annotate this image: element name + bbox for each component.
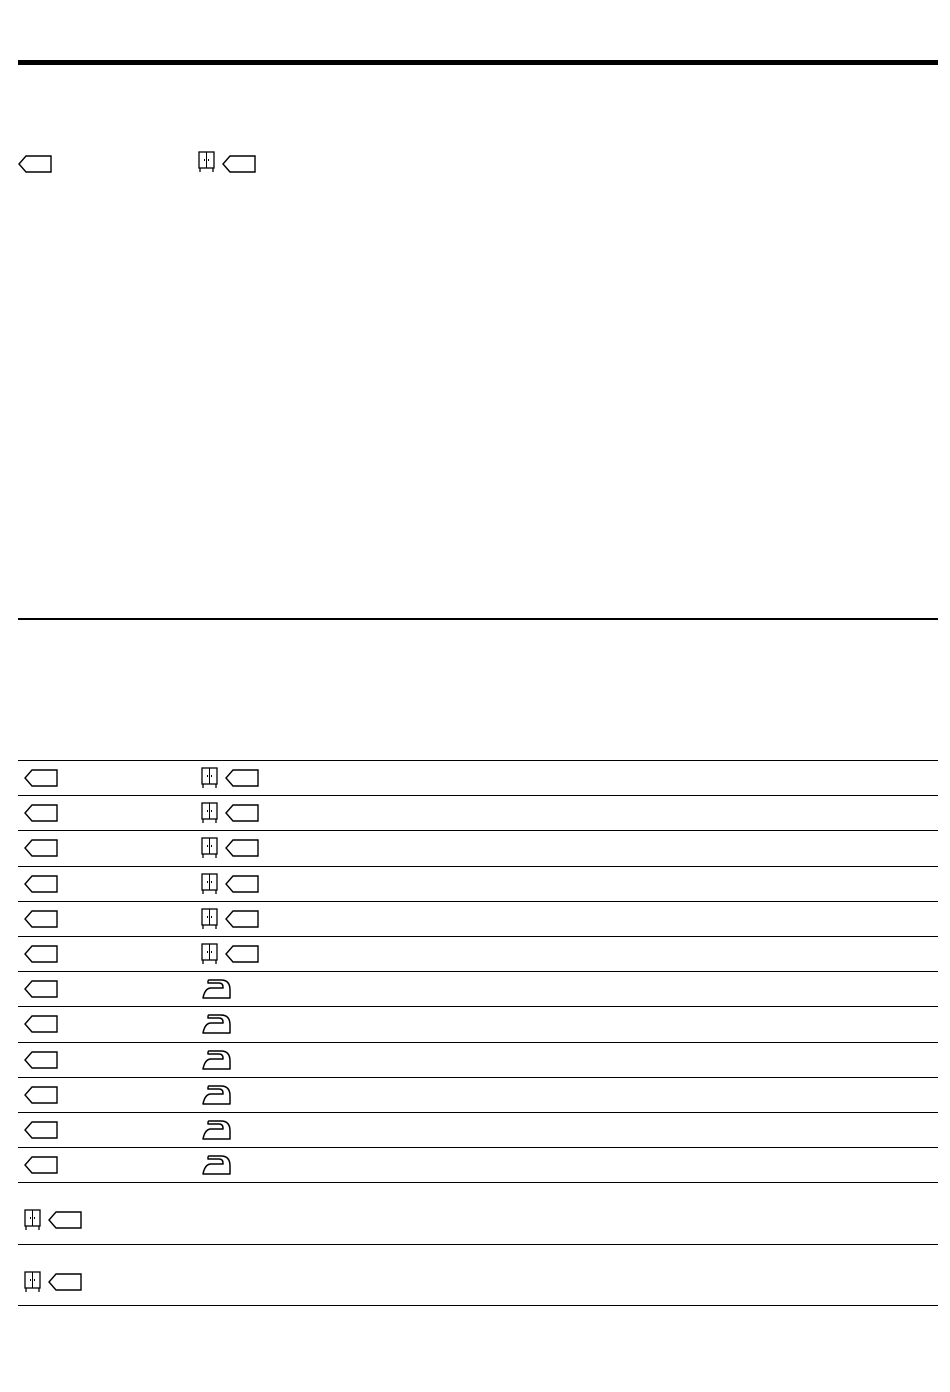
table-cell-symbol	[24, 910, 58, 933]
cabinet-icon	[201, 767, 219, 794]
label-tag-icon	[24, 910, 58, 933]
iron-icon	[201, 1049, 233, 1076]
table-row	[18, 1147, 938, 1182]
table-row	[18, 1077, 938, 1112]
label-tag-icon	[24, 980, 58, 1003]
label-tag-icon	[24, 804, 58, 827]
table-cell-symbol	[201, 1154, 233, 1181]
table-row	[18, 1244, 938, 1306]
table-cell-symbol	[24, 839, 58, 862]
label-tag-icon	[18, 155, 52, 173]
table-cell-symbol	[201, 1049, 233, 1076]
table-cell-symbol	[24, 1121, 58, 1144]
label-tag-icon	[24, 1156, 58, 1179]
label-tag-icon	[24, 839, 58, 862]
label-tag-icon	[225, 769, 259, 792]
label-tag-icon	[24, 945, 58, 968]
cabinet-icon	[201, 908, 219, 935]
table-cell-symbol	[24, 1015, 58, 1038]
label-tag-icon	[48, 1211, 82, 1234]
table-row	[18, 760, 938, 795]
label-tag-icon	[24, 1051, 58, 1074]
table-cell-symbol	[201, 1013, 233, 1040]
table-cell-symbol	[24, 804, 58, 827]
table-row	[18, 936, 938, 971]
label-tag-icon	[225, 945, 259, 968]
table-cell-symbol	[201, 1084, 233, 1111]
table-cell-symbol	[24, 1156, 58, 1179]
table-cell-symbol	[24, 1209, 82, 1236]
table-row	[18, 1112, 938, 1147]
section-rule	[18, 618, 938, 620]
table-row	[18, 901, 938, 936]
cabinet-icon	[201, 943, 219, 970]
table-cell-symbol	[201, 802, 259, 829]
table-cell-symbol	[24, 769, 58, 792]
table-cell-symbol	[24, 1271, 82, 1298]
table-row	[18, 971, 938, 1006]
table-cell-symbol	[201, 873, 259, 900]
table-row	[18, 830, 938, 865]
label-tag-icon	[48, 1273, 82, 1296]
label-tag-icon	[222, 155, 256, 173]
label-tag-icon	[225, 804, 259, 827]
table-cell-symbol	[201, 908, 259, 935]
label-tag-icon	[24, 1121, 58, 1144]
cabinet-icon	[201, 873, 219, 900]
table-row	[18, 795, 938, 830]
cabinet-icon	[24, 1209, 42, 1236]
cabinet-icon	[201, 802, 219, 829]
table-cell-symbol	[24, 1051, 58, 1074]
table-cell-symbol	[24, 1086, 58, 1109]
top-rule	[18, 60, 938, 65]
iron-icon	[201, 1084, 233, 1111]
iron-icon	[201, 1013, 233, 1040]
label-tag-icon	[24, 1015, 58, 1038]
table-cell-symbol	[24, 875, 58, 898]
label-tag-icon	[24, 769, 58, 792]
iron-icon	[201, 978, 233, 1005]
table-cell-symbol	[201, 767, 259, 794]
table-row	[18, 1182, 938, 1244]
care-table	[18, 760, 938, 1306]
table-cell-symbol	[24, 945, 58, 968]
table-row	[18, 1006, 938, 1041]
label-tag-icon	[225, 875, 259, 898]
table-cell-symbol	[24, 980, 58, 1003]
label-tag-icon	[24, 1086, 58, 1109]
cabinet-icon	[24, 1271, 42, 1298]
label-tag-icon	[24, 875, 58, 898]
table-row	[18, 1042, 938, 1077]
cabinet-icon	[201, 837, 219, 864]
table-cell-symbol	[201, 837, 259, 864]
table-cell-symbol	[201, 1119, 233, 1146]
table-row	[18, 866, 938, 901]
cabinet-icon	[198, 151, 216, 173]
iron-icon	[201, 1119, 233, 1146]
label-tag-icon	[225, 910, 259, 933]
table-cell-symbol	[201, 978, 233, 1005]
iron-icon	[201, 1154, 233, 1181]
table-cell-symbol	[201, 943, 259, 970]
label-tag-icon	[225, 839, 259, 862]
